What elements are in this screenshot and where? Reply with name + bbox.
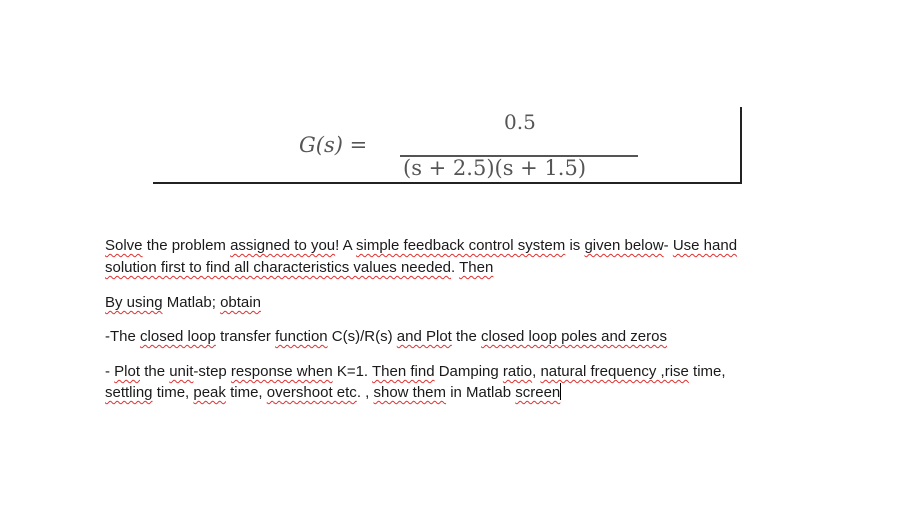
text-run: . — [451, 259, 460, 276]
text-run: time, — [152, 384, 194, 401]
spellcheck-flagged-text: solution first to find all characteristics values needed — [105, 259, 452, 276]
text-run: ! A — [335, 237, 357, 254]
paragraph-line[interactable] — [105, 257, 493, 278]
text-cursor — [560, 383, 561, 400]
spellcheck-flagged-text: Then — [459, 259, 494, 276]
spellcheck-flagged-text: function — [275, 328, 328, 345]
paragraph-line[interactable] — [105, 382, 561, 403]
text-run: C(s)/R(s) — [327, 328, 397, 345]
denominator-factor-1: (s + 2.5) — [403, 156, 495, 180]
table-border-right — [740, 107, 742, 184]
text-run: the — [451, 328, 482, 345]
text-run: the problem — [142, 237, 231, 254]
text-run: -The — [105, 328, 141, 345]
text-run: in Matlab — [446, 384, 516, 401]
equals-sign: = — [349, 133, 368, 157]
spellcheck-flagged-text: and Plot — [396, 328, 452, 345]
paragraph-line[interactable] — [105, 326, 667, 347]
equation-denominator — [403, 156, 586, 180]
spellcheck-flagged-text: natural frequency ,rise — [540, 363, 689, 380]
spellcheck-flagged-text: settling — [105, 384, 153, 401]
spellcheck-flagged-text: simple feedback control system — [356, 237, 566, 254]
text-run: is — [565, 237, 585, 254]
text-run: - — [105, 363, 115, 380]
spellcheck-flagged-text: By using — [105, 294, 163, 311]
spellcheck-flagged-text: ratio — [502, 363, 533, 380]
text-run: time, — [688, 363, 726, 380]
spellcheck-flagged-text: closed loop poles and zeros — [481, 328, 667, 345]
spellcheck-flagged-text: given below — [584, 237, 664, 254]
text-run: the — [140, 363, 170, 380]
spellcheck-flagged-text: Plot — [114, 363, 141, 380]
paragraph-line[interactable] — [105, 361, 726, 382]
spellcheck-flagged-text: assigned to you — [230, 237, 336, 254]
spellcheck-flagged-text: screen — [515, 384, 561, 401]
table-border-bottom — [153, 182, 742, 184]
spellcheck-flagged-text: unit — [169, 363, 194, 380]
spellcheck-flagged-text: obtain — [220, 294, 261, 311]
spellcheck-flagged-text: closed loop — [140, 328, 216, 345]
equation-numerator: 0.5 — [504, 110, 536, 134]
text-run: . , — [356, 384, 374, 401]
spellcheck-flagged-text: Solve — [105, 237, 143, 254]
spellcheck-flagged-text: response when — [230, 363, 333, 380]
text-run: Matlab; — [162, 294, 221, 311]
paragraph-line[interactable] — [105, 235, 737, 256]
text-run: -step — [193, 363, 231, 380]
spellcheck-flagged-text: Use hand — [672, 237, 738, 254]
text-run: time, — [225, 384, 267, 401]
equation-lhs — [299, 133, 367, 157]
denominator-factor-2: (s + 1.5) — [494, 156, 587, 180]
text-run: Damping — [434, 363, 503, 380]
text-run: transfer — [215, 328, 276, 345]
text-run: - — [663, 237, 673, 254]
spellcheck-flagged-text: show them — [373, 384, 447, 401]
spellcheck-flagged-text: Then find — [372, 363, 435, 380]
transfer-function-name: G(s) — [299, 133, 343, 157]
text-run: , — [532, 363, 541, 380]
spellcheck-flagged-text: peak — [193, 384, 226, 401]
text-run: K=1. — [332, 363, 372, 380]
paragraph-line[interactable] — [105, 292, 261, 313]
spellcheck-flagged-text: overshoot etc — [266, 384, 357, 401]
